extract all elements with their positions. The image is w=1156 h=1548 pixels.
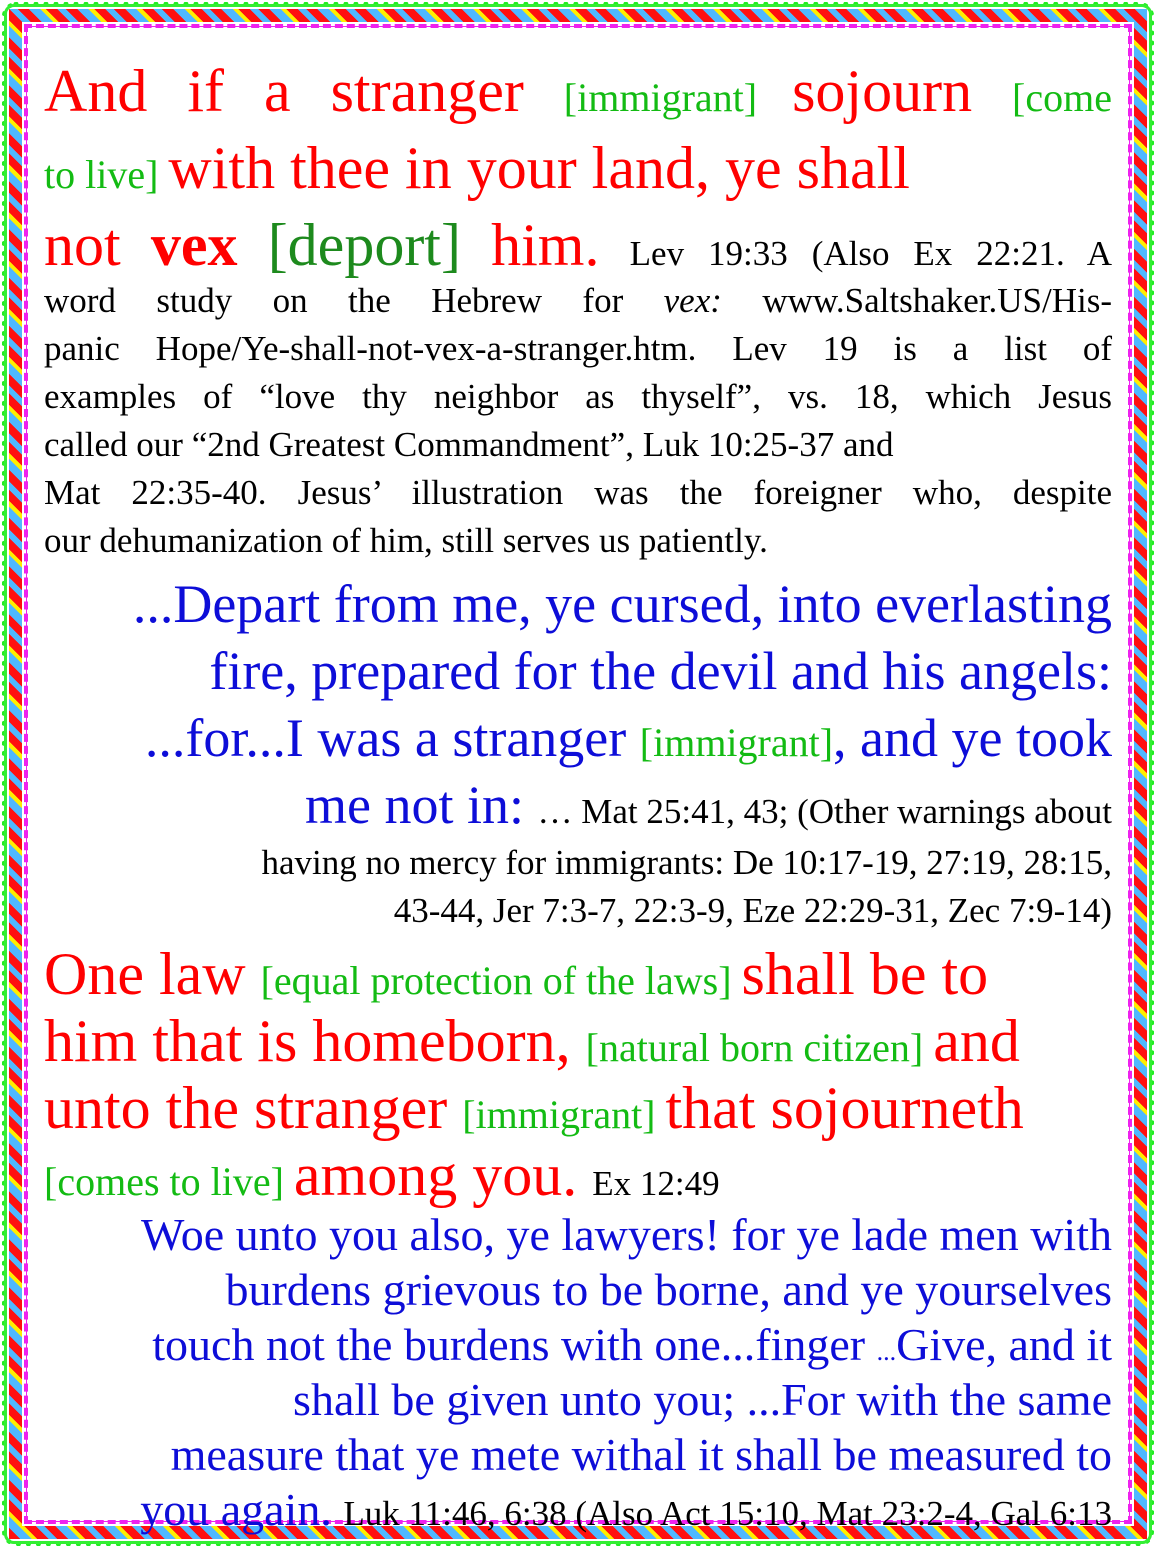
verse-text: touch not the burdens with one...finger xyxy=(152,1319,877,1370)
verse-text: vex xyxy=(150,212,268,278)
verse-text: that sojourneth xyxy=(665,1075,1024,1141)
text-line xyxy=(44,373,1112,421)
verse-text: shall be given unto you; ...For with the same xyxy=(293,1374,1112,1425)
verse-text: ...Depart from me, ye cursed, into everlasting xyxy=(132,574,1112,634)
reference-text: vex: xyxy=(663,281,722,320)
bracket-note: [natural born citizen] xyxy=(585,1025,934,1070)
bracket-note: [come xyxy=(1012,75,1112,120)
verse-text: sojourn xyxy=(792,58,1013,124)
reference-text: Mat 22:35-40. Jesus’ illustration was the foreigner who, despite xyxy=(44,473,1112,512)
text-line xyxy=(44,705,1112,772)
verse-text: and xyxy=(933,1008,1020,1074)
text-line xyxy=(44,1207,1112,1262)
text-line xyxy=(44,1482,1112,1537)
text-line xyxy=(44,1006,1112,1073)
reference-text: having no mercy for immigrants: De 10:17-19, 27:19, 28:15, xyxy=(261,843,1112,882)
verse-text: And if a stranger xyxy=(44,58,564,124)
verse-text: ... xyxy=(876,1337,897,1366)
bracket-note: [immigrant] xyxy=(563,75,793,120)
text-line xyxy=(44,1372,1112,1427)
bracket-note: [immigrant] xyxy=(462,1092,666,1137)
reference-text: Ex 12:49 xyxy=(592,1164,720,1203)
reference-text: panic Hope/Ye-shall-not-vex-a-stranger.htm. Lev 19 is a list of xyxy=(44,329,1112,368)
verse-text: among you. xyxy=(293,1142,593,1208)
text-line xyxy=(44,839,1112,887)
bracket-note: [equal protection of the laws] xyxy=(260,958,742,1003)
reference-text: 43-44, Jer 7:3-7, 22:3-9, Eze 22:29-31, Zec 7:9-14) xyxy=(393,891,1112,930)
reference-text: word study on the Hebrew for xyxy=(44,281,664,320)
text-line xyxy=(44,325,1112,373)
verse-text: him. xyxy=(491,212,630,278)
verse-text: One law xyxy=(44,941,261,1007)
text-line xyxy=(44,421,1112,469)
reference-text: examples of “love thy neighbor as thyself”, vs. 18, which Jesus xyxy=(44,377,1112,416)
reference-text: called our “2nd Greatest Commandment”, Luk 10:25-37 and xyxy=(44,425,894,464)
verse-text: ...for...I was a stranger xyxy=(144,708,640,768)
passage-ex-12-49 xyxy=(44,939,1112,1207)
text-line xyxy=(44,887,1112,935)
text-line xyxy=(44,46,1112,123)
verse-text: you again. xyxy=(140,1484,344,1535)
reference-text: Luk 11:46, 6:38 (Also Act 15:10, Mat 23:2-4, Gal 6:13 xyxy=(343,1494,1112,1533)
verse-text: fire, prepared for the devil and his angels: xyxy=(209,641,1112,701)
bracket-note: [immigrant] xyxy=(639,720,834,765)
passage-luk-11-46 xyxy=(44,1207,1112,1537)
text-line xyxy=(44,1262,1112,1317)
verse-text: Woe unto you also, ye lawyers! for ye lade men with xyxy=(141,1209,1112,1260)
verse-text: burdens grievous to be borne, and ye yourselves xyxy=(225,1264,1112,1315)
text-line xyxy=(44,1427,1112,1482)
bracket-note: [comes to live] xyxy=(44,1159,294,1204)
verse-text: with thee in your land, ye shall xyxy=(168,135,910,201)
verse-text: , and ye took xyxy=(833,708,1112,768)
text-line xyxy=(44,939,1112,1006)
verse-text: Give, and it xyxy=(896,1319,1112,1370)
text-line xyxy=(44,469,1112,517)
text-line xyxy=(44,200,1112,277)
verse-text: measure that ye mete withal it shall be measured to xyxy=(170,1429,1112,1480)
text-line xyxy=(44,517,1112,565)
reference-text: … Mat 25:41, 43; (Other warnings about xyxy=(537,792,1112,831)
scripture-document xyxy=(44,46,1112,1537)
bracket-note: [deport] xyxy=(267,212,492,278)
text-line xyxy=(44,277,1112,325)
reference-text: Lev 19:33 (Also Ex 22:21. A xyxy=(629,234,1112,273)
reference-text: www.Saltshaker.US/His- xyxy=(721,281,1112,320)
bracket-note: to live] xyxy=(44,152,169,197)
text-line xyxy=(44,638,1112,705)
passage-mat-25-41 xyxy=(44,571,1112,935)
text-line xyxy=(44,571,1112,638)
verse-text: not xyxy=(44,212,151,278)
verse-text: him that is homeborn, xyxy=(44,1008,586,1074)
reference-text: our dehumanization of him, still serves us patiently. xyxy=(44,521,768,560)
text-line xyxy=(44,772,1112,839)
verse-text: shall be to xyxy=(741,941,989,1007)
text-line xyxy=(44,123,1112,200)
verse-text: unto the stranger xyxy=(44,1075,463,1141)
verse-text: me not in: xyxy=(305,775,538,835)
text-line xyxy=(44,1317,1112,1372)
text-line xyxy=(44,1073,1112,1140)
passage-lev-19-33 xyxy=(44,46,1112,565)
text-line xyxy=(44,1140,1112,1207)
